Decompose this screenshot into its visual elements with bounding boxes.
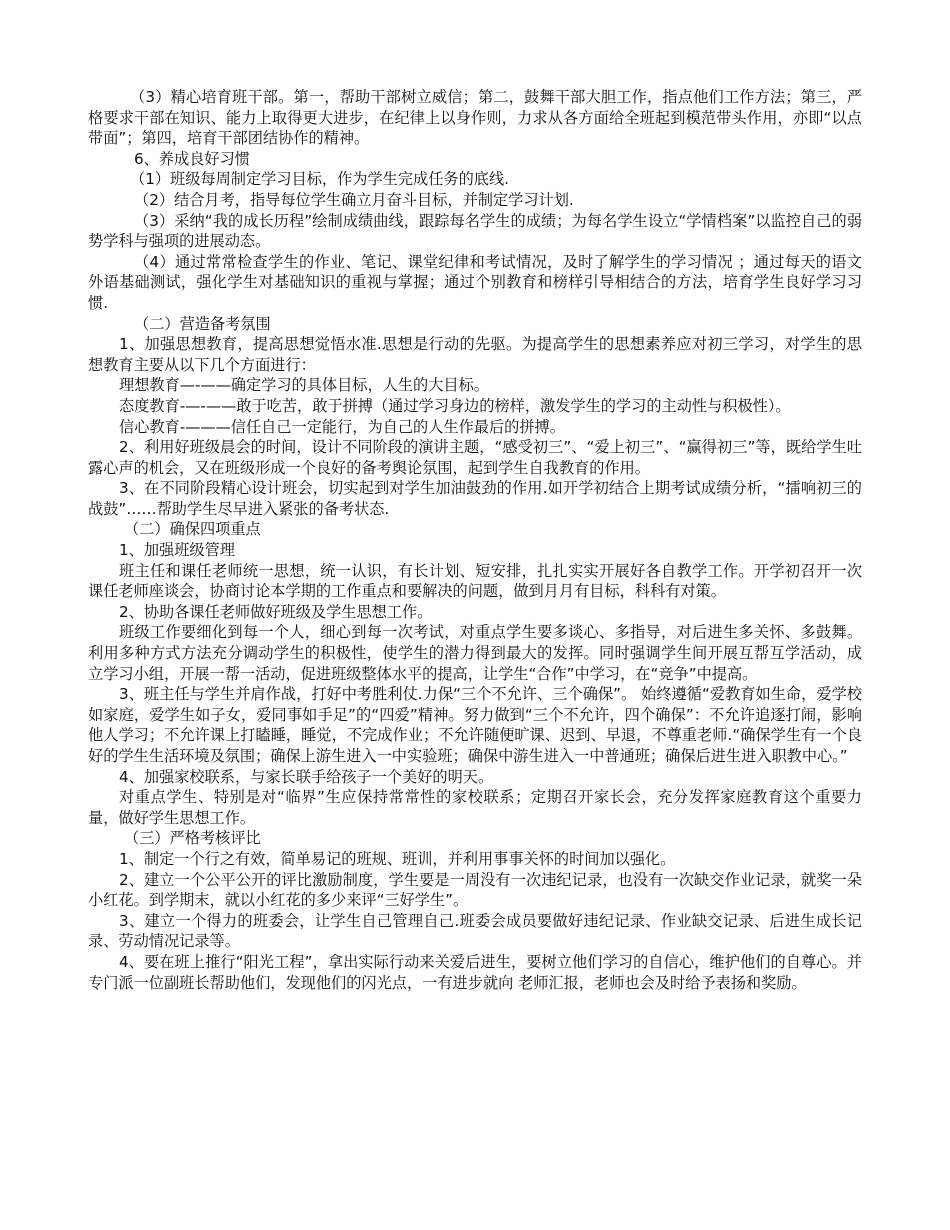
- paragraph-habit-1: （1）班级每周制定学习目标，作为学生完成任务的底线.: [130, 170, 509, 189]
- paragraph-class-meeting: 3、在不同阶段精心设计班会，切实起到对学生加油鼓劲的作用.如开学初结合上期考试成绩分析，“擂响初三的战鼓”……帮助学生尽早进入紧张的备考状态.: [88, 479, 862, 518]
- paragraph-three-guarantees: 3、班主任与学生并肩作战，打好中考胜利仗.力保“三个不允许、三个确保”。 始终遵循“爱教育如生命，爱学校如家庭，爱学生如子女，爱同事如手足”的“四爱”精神。努力做到“三个不允许，四个确保”：不允许追逐打闹，影响他人学习；不允许课上打瞌睡，睡觉，不完成作业；不允许随便旷课、迟到、早退，不尊重老师.“确保学生有一个良好的学生生活环境及氛围；确保上游生进入一中实验班；确保中游生进入一中普通班；确保后进生进入职教中心。”: [88, 685, 862, 765]
- paragraph-class-work-detail: 班级工作要细化到每一个人，细心到每一次考试，对重点学生要多谈心、多指导，对后进生多关怀、多鼓舞。利用多种方式方法充分调动学生的积极性，使学生的潜力得到最大的发挥。同时强调学生间开展互帮互学活动，成立学习小组，开展一帮一活动，促进班级整体水平的提高，让学生“合作”中学习，在“竞争”中提高。: [88, 623, 862, 683]
- paragraph-cadre-training: （3）精心培育班干部。第一，帮助干部树立威信；第二，鼓舞干部大胆工作，指点他们工作方法；第三，严格要求干部在知识、能力上取得更大进步，在纪律上以身作则，力求从各方面给全班起到模范带头作用，亦即“以点带面”；第四，培育干部团结协作的精神。: [88, 88, 862, 148]
- paragraph-ideal-education: 理想教育—-——确定学习的具体目标，人生的大目标。: [119, 376, 489, 395]
- paragraph-confidence-education: 信心教育-———信任自己一定能行，为自己的人生作最后的拼搏。: [119, 417, 565, 436]
- document-body: [88, 87, 862, 993]
- heading-assist-teachers: 2、协助各课任老师做好班级及学生思想工作。: [119, 602, 433, 621]
- paragraph-teacher-coordination: 班主任和课任老师统一思想，统一认识，有长计划、短安排，扎扎实实开展好各自教学工作。开学初召开一次课任老师座谈会，协商讨论本学期的工作重点和要解决的问题，做到月月有目标，科科有对策。: [88, 561, 862, 601]
- paragraph-habit-4: （4）通过常常检查学生的作业、笔记、课堂纪律和考试情况，及时了解学生的学习情况 ；通过每天的语文外语基础测试，强化学生对基础知识的重视与掌握；通过个别教育和榜样引导相结合的方法，培育学生良好学习习惯.: [88, 252, 862, 312]
- heading-class-management: 1、加强班级管理: [119, 541, 235, 560]
- heading-home-school-contact: 4、加强家校联系，与家长联手给孩子一个美好的明天。: [119, 767, 494, 786]
- paragraph-habit-2: （2）结合月考，指导每位学生确立月奋斗目标，并制定学习计划.: [134, 190, 574, 209]
- heading-exam-atmosphere: （二）营造备考氛围: [134, 314, 271, 333]
- heading-study-habits: 6、养成良好习惯: [134, 149, 250, 168]
- paragraph-class-rules: 1、制定一个行之有效，简单易记的班规、班训，并利用事事关怀的时间加以强化。: [119, 849, 676, 868]
- paragraph-sunshine-project: 4、要在班上推行“阳光工程”，拿出实际行动来关爱后进生，要树立他们学习的自信心，维护他们的自尊心。并专门派一位副班长帮助他们，发现他们的闪光点，一有进步就向 老师汇报，老师也会及时给予表扬和奖励。: [88, 952, 862, 992]
- paragraph-parent-meetings: 对重点学生、特别是对“临界”生应保持常常性的家校联系；定期召开家长会，充分发挥家庭教育这个重要力量，做好学生思想工作。: [88, 788, 862, 827]
- paragraph-attitude-education: 态度教育-—-——敢于吃苦，敢于拼搏（通过学习身边的榜样，激发学生的学习的主动性与积极性）。: [119, 396, 791, 415]
- paragraph-ideology-education: 1、加强思想教育，提高思想觉悟水准.思想是行动的先驱。为提高学生的思想素养应对初三学习，对学生的思想教育主要从以下几个方面进行：: [88, 335, 862, 374]
- paragraph-class-committee: 3、建立一个得力的班委会，让学生自己管理自己.班委会成员要做好违纪记录、作业缺交记录、后进生成长记录、劳动情况记录等。: [88, 911, 862, 951]
- heading-assessment: （三）严格考核评比: [124, 829, 261, 848]
- heading-four-priorities: （二）确保四项重点: [124, 520, 261, 539]
- paragraph-morning-meeting: 2、利用好班级晨会的时间，设计不同阶段的演讲主题，“感受初三”、“爱上初三”、“赢得初三”等，既给学生吐露心声的机会，又在班级形成一个良好的备考舆论氛围，起到学生自我教育的作用。: [88, 438, 862, 477]
- paragraph-incentive-system: 2、建立一个公平公开的评比激励制度，学生要是一周没有一次违纪记录，也没有一次缺交作业记录，就奖一朵小红花。到学期末，就以小红花的多少来评“三好学生”。: [88, 870, 862, 910]
- paragraph-habit-3: （3）采纳“我的成长历程”绘制成绩曲线，跟踪每名学生的成绩；为每名学生设立“学情档案”以监控自己的弱势学科与强项的进展动态。: [88, 211, 862, 251]
